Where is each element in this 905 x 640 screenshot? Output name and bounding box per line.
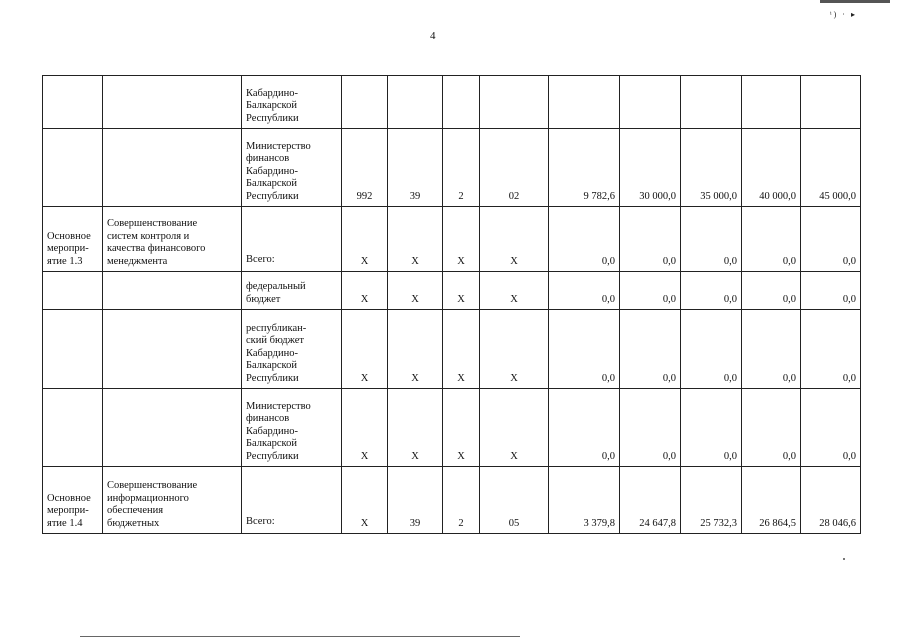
- value-cell: 25 732,3: [681, 467, 742, 534]
- event-title-cell: [103, 389, 242, 467]
- value-cell: 0,0: [801, 310, 861, 389]
- event-title-cell: Совершенствование систем контроля и качества финансового менеджмента: [103, 207, 242, 272]
- table-row: [43, 129, 861, 207]
- code-event-cell: X: [480, 207, 549, 272]
- funding-source-cell: Министерство финансов Кабардино- Балкарской Республики: [242, 389, 342, 467]
- code-grbs-cell: [342, 76, 388, 129]
- value-cell: 9 782,6: [549, 129, 620, 207]
- code-grbs-cell: 992: [342, 129, 388, 207]
- value-cell: 0,0: [742, 207, 801, 272]
- event-number-cell: [43, 76, 103, 129]
- event-number-cell: [43, 272, 103, 310]
- event-title-cell: [103, 129, 242, 207]
- table-row: [43, 272, 861, 310]
- funding-source-cell: Министерство финансов Кабардино- Балкарской Республики: [242, 129, 342, 207]
- code-program-cell: 39: [388, 467, 443, 534]
- value-cell: 0,0: [620, 389, 681, 467]
- funding-source-cell: Всего:: [242, 207, 342, 272]
- value-cell: 24 647,8: [620, 467, 681, 534]
- bottom-rule-line: [80, 636, 520, 637]
- value-cell: [549, 76, 620, 129]
- value-cell: 0,0: [681, 207, 742, 272]
- value-cell: 0,0: [801, 389, 861, 467]
- code-subprogram-cell: 2: [443, 129, 480, 207]
- event-title-cell: [103, 76, 242, 129]
- table-row: [43, 207, 861, 272]
- table-row: [43, 389, 861, 467]
- code-event-cell: [480, 76, 549, 129]
- code-subprogram-cell: X: [443, 207, 480, 272]
- value-cell: 0,0: [549, 310, 620, 389]
- funding-source-cell: республикан- ский бюджет Кабардино- Балкарской Республики: [242, 310, 342, 389]
- code-grbs-cell: X: [342, 389, 388, 467]
- code-program-cell: 39: [388, 129, 443, 207]
- value-cell: [801, 76, 861, 129]
- value-cell: 0,0: [549, 207, 620, 272]
- funding-source-cell: федеральный бюджет: [242, 272, 342, 310]
- value-cell: 0,0: [681, 310, 742, 389]
- corner-mark: ⁱ) · ▸: [830, 10, 857, 19]
- funding-source-cell: Кабардино- Балкарской Республики: [242, 76, 342, 129]
- value-cell: 0,0: [742, 389, 801, 467]
- scan-speck: [843, 558, 845, 560]
- code-subprogram-cell: 2: [443, 467, 480, 534]
- value-cell: 0,0: [620, 207, 681, 272]
- value-cell: 3 379,8: [549, 467, 620, 534]
- code-event-cell: X: [480, 272, 549, 310]
- page-number: 4: [430, 30, 436, 42]
- code-subprogram-cell: [443, 76, 480, 129]
- value-cell: 0,0: [681, 272, 742, 310]
- value-cell: 0,0: [681, 389, 742, 467]
- value-cell: 30 000,0: [620, 129, 681, 207]
- value-cell: 0,0: [549, 389, 620, 467]
- value-cell: 0,0: [742, 310, 801, 389]
- code-program-cell: [388, 76, 443, 129]
- value-cell: [681, 76, 742, 129]
- event-number-cell: Основное меропри- ятие 1.3: [43, 207, 103, 272]
- code-grbs-cell: X: [342, 207, 388, 272]
- value-cell: 0,0: [801, 207, 861, 272]
- code-program-cell: X: [388, 389, 443, 467]
- code-subprogram-cell: X: [443, 272, 480, 310]
- code-program-cell: X: [388, 272, 443, 310]
- value-cell: 0,0: [549, 272, 620, 310]
- code-program-cell: X: [388, 310, 443, 389]
- value-cell: 28 046,6: [801, 467, 861, 534]
- budget-table: [42, 75, 861, 534]
- code-grbs-cell: X: [342, 272, 388, 310]
- value-cell: 26 864,5: [742, 467, 801, 534]
- value-cell: 35 000,0: [681, 129, 742, 207]
- value-cell: [742, 76, 801, 129]
- value-cell: 0,0: [801, 272, 861, 310]
- code-subprogram-cell: X: [443, 310, 480, 389]
- event-title-cell: Совершенствование информационного обеспечения бюджетных: [103, 467, 242, 534]
- event-title-cell: [103, 310, 242, 389]
- funding-source-cell: Всего:: [242, 467, 342, 534]
- code-event-cell: X: [480, 310, 549, 389]
- code-program-cell: X: [388, 207, 443, 272]
- event-number-cell: Основное меропри- ятие 1.4: [43, 467, 103, 534]
- event-title-cell: [103, 272, 242, 310]
- code-grbs-cell: X: [342, 310, 388, 389]
- event-number-cell: [43, 310, 103, 389]
- value-cell: [620, 76, 681, 129]
- value-cell: 40 000,0: [742, 129, 801, 207]
- table-row: [43, 76, 861, 129]
- code-event-cell: X: [480, 389, 549, 467]
- table-row: [43, 310, 861, 389]
- code-subprogram-cell: X: [443, 389, 480, 467]
- value-cell: 45 000,0: [801, 129, 861, 207]
- event-number-cell: [43, 389, 103, 467]
- corner-scan-bar: [820, 0, 890, 3]
- value-cell: 0,0: [620, 310, 681, 389]
- code-event-cell: 02: [480, 129, 549, 207]
- value-cell: 0,0: [742, 272, 801, 310]
- table-row: [43, 467, 861, 534]
- code-grbs-cell: X: [342, 467, 388, 534]
- value-cell: 0,0: [620, 272, 681, 310]
- event-number-cell: [43, 129, 103, 207]
- code-event-cell: 05: [480, 467, 549, 534]
